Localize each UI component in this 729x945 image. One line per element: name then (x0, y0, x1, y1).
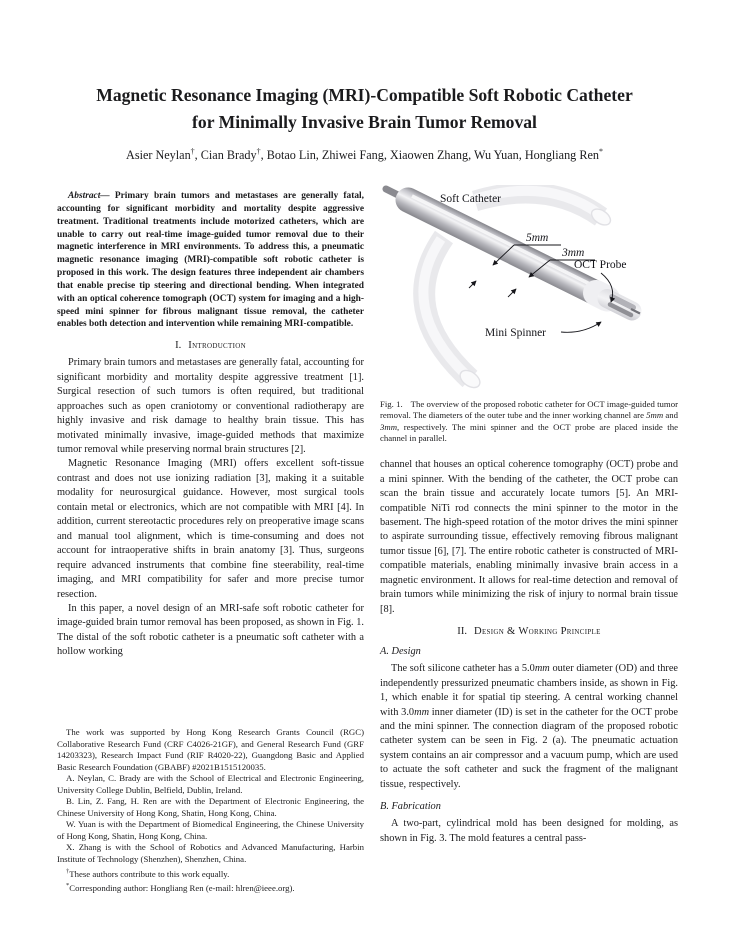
abstract-text: Primary brain tumors and metastases are generally fatal, accounting for significant morbidity and mortality despite aggressive treatment. Traditional treatments include motorized catheters, which are unable to carry out real-time image-guided tumor removal due to their magnetic interference in MRI environments. To address this, a pneumatic magnetic resonance imaging (MRI)-compatible soft robotic catheter is proposed in this work. The design features three independent air chambers that enable precise tip steering and directional bending. When integrated with an optical coherence tomograph (OCT) system for imaging and a high-speed mini spinner for fibrous malignant tissue removal, the catheter enables both detection and intervention while remaining MRI-compatible. (57, 191, 364, 330)
body-paragraph-continuation: channel that houses an optical coherence tomography (OCT) probe and a mini spinner. With the bending of the catheter, the OCT probe can scan the brain tissue and accurately locate tumors [5]. An MRI-compatible NiTi rod connects the mini spinner to the motor in the basement. The high-speed rotation of the motor drives the mini spinner to aspirate surrounding tissue, effectively removing fibrous malignant tumor tissue [6], [7]. The entire robotic catheter is constructed of MRI-compatible materials, enabling minimally invasive brain access in a magnetic environment. It allows for real-time detection and removal of brain tumors while minimizing the risk of injury to normal brain tissue [8]. (380, 459, 678, 615)
paper-title-line1: Magnetic Resonance Imaging (MRI)-Compatible Soft Robotic Catheter (96, 85, 633, 105)
intro-paragraph-2: Magnetic Resonance Imaging (MRI) offers excellent soft-tissue contrast and does not use ionizing radiation [3], making it a suitable modality for neurosurgical guidance. However, most surgical tools contain metal or electronics, which are not compatible with MRI [4]. In addition, current stereotactic procedures rely on preoperative image scans and manual tool alignment, which is time-consuming and does not account for intraoperative shifts in brain anatomy [3]. Thus, surgeons require advanced instruments that combine fine steerability, real-time imaging, and MRI compatibility for safer and more precise tumor resection. (57, 458, 364, 600)
label-inner-diameter: 3mm (562, 247, 585, 259)
authors-line: Asier Neylan†, Cian Brady†, Botao Lin, Zhiwei Fang, Xiaowen Zhang, Wu Yuan, Hongliang Ren* (126, 147, 603, 163)
footnote-affiliation-2: B. Lin, Z. Fang, H. Ren are with the Department of Electronic Engineering, the Chinese University of Hong Kong, Shatin, Hong Kong, China. (57, 796, 364, 818)
paper-title-line2: for Minimally Invasive Brain Tumor Removal (192, 111, 537, 132)
abstract (57, 190, 364, 331)
section-number: I. (175, 340, 182, 352)
figure1-image (380, 185, 678, 395)
footnote-funding: The work was supported by Hong Kong Research Grants Council (RGC) Collaborative Research Fund (CRF C4026-21GF), and General Research Fund (GRF 14203323), Research Impact Fund (RIF R4020-22), Guangdong Basic and Applied Basic Research Foundation (GBABF) #2021B1515120035. (57, 727, 364, 772)
label-outer-diameter: 5mm (526, 232, 549, 244)
section-title: Design & Working Principle (474, 626, 601, 638)
figure1-caption-text: The overview of the proposed robotic catheter for OCT image-guided tumor removal. The diameters of the outer tube and the inner working channel are 5mm and 3mm, respectively. The mini spinner and the OCT probe are placed inside the channel in parallel. (380, 399, 678, 443)
intro-paragraph-1: Primary brain tumors and metastases are generally fatal, accounting for significant morbidity and mortality despite aggressive treatment [1]. Surgical resection of such tumors is often required, but traditional approaches such as open craniotomy or conventional radiotherapy are highly invasive and risk damage to healthy brain tissue. This has motivated minimally invasive, image-guided methods that maximize tumor removal while preserving normal brain structures [2]. (57, 357, 364, 455)
footnote-affiliation-1: A. Neylan, C. Brady are with the School of Electrical and Electronic Engineering, University College Dublin, Belfield, Dublin, Ireland. (57, 773, 364, 795)
right-column (380, 185, 678, 846)
footnote-corresponding-author: *Corresponding author: Hongliang Ren (e-mail: hlren@ieee.org). (66, 882, 295, 893)
intro-paragraph-3: In this paper, a novel design of an MRI-safe soft robotic catheter for image-guided brain tumor removal has been proposed, as shown in Fig. 1. The distal of the soft robotic catheter is a pneumatic soft catheter with a hollow working (57, 602, 364, 658)
section-heading-design-principle (380, 626, 678, 637)
design-paragraph: The soft silicone catheter has a 5.0mm outer diameter (OD) and three independently pressurized pneumatic chambers inside, as shown in Fig. 1, which enable it for spatial tip steering. A central working channel with 3.0mm inner diameter (ID) is set in the catheter for the OCT probe and the mini spinner. The connection diagram of the proposed robotic catheter system can be seen in Fig. 2 (a). The pneumatic actuation system contains an air compressor and a vacuum pump, which are used to actuate the soft catheter and suck the fragment of the malignant tissue, respectively. (380, 663, 679, 790)
fabrication-paragraph: A two-part, cylindrical mold has been designed for molding, as shown in Fig. 3. The mold features a central pass- (380, 818, 678, 844)
footnote-block (57, 727, 364, 894)
label-oct-probe: OCT Probe (574, 259, 627, 271)
catheter-illustration (380, 185, 678, 390)
paper-title (0, 82, 729, 135)
figure1-caption (380, 399, 678, 444)
footnote-equal-contribution: †These authors contribute to this work equally. (66, 867, 230, 879)
left-column (57, 190, 364, 660)
section-number: II. (457, 626, 468, 638)
label-soft-catheter: Soft Catheter (440, 193, 501, 205)
label-mini-spinner: Mini Spinner (485, 327, 547, 339)
footnote-affiliation-3: W. Yuan is with the Department of Biomedical Engineering, the Chinese University of Hong Kong, Shatin, Hong Kong, China. (57, 819, 364, 841)
section-title: Introduction (188, 340, 246, 352)
subsection-heading-design: A. Design (380, 646, 421, 658)
abstract-label: Abstract— (68, 191, 110, 201)
subsection-heading-fabrication: B. Fabrication (380, 801, 441, 813)
figure-1 (380, 185, 678, 444)
figure1-caption-tag: Fig. 1. (380, 399, 403, 409)
footnote-affiliation-4: X. Zhang is with the School of Robotics and Advanced Manufacturing, Harbin Institute of Technology (Shenzhen), Shenzhen, China. (57, 842, 364, 865)
section-heading-introduction (57, 340, 364, 351)
